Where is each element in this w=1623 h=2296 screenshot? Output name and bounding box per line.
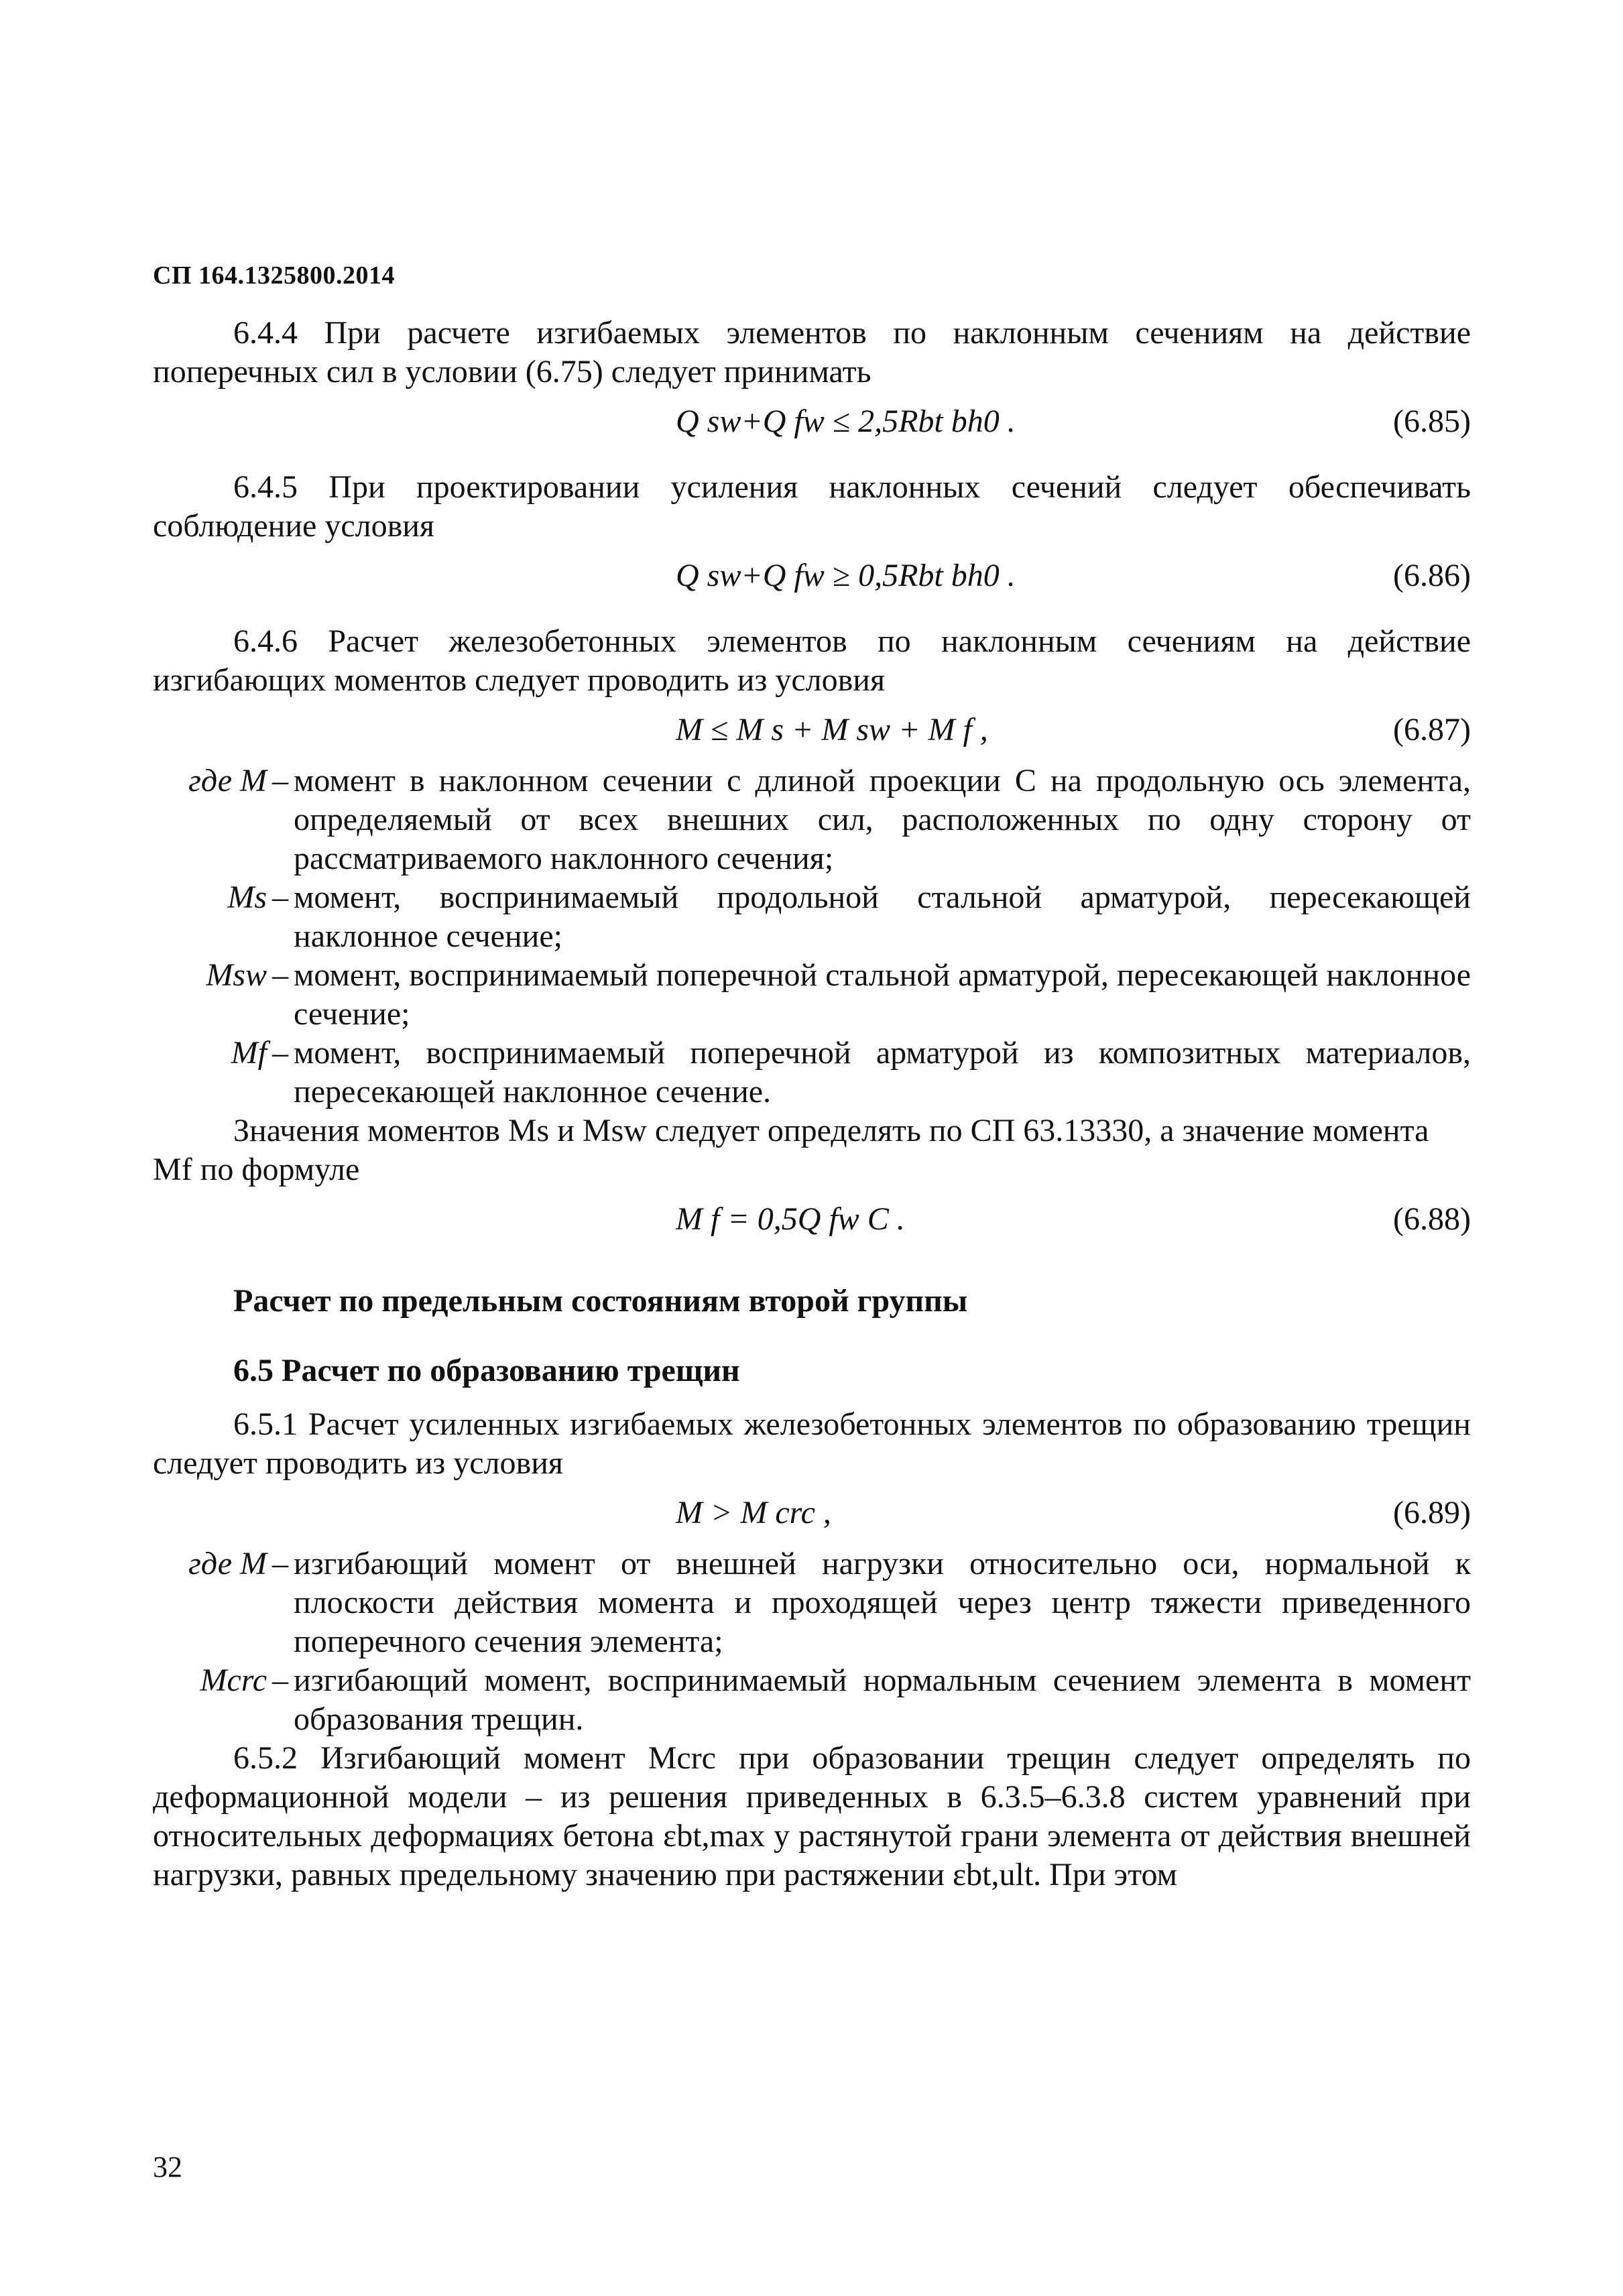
paragraph-6-4-5: 6.4.5 При проектировании усиления наклонных сечений следует обеспечивать соблюдение условия bbox=[153, 469, 1471, 544]
definition-text: изгибающий момент от внешней нагрузки относительно оси, нормальной к плоскости действия момента и проходящей через центр тяжести приведенного поперечного сечения элемента; bbox=[294, 1546, 1471, 1659]
equation-number: (6.85) bbox=[1393, 404, 1471, 439]
definition-item: где M – момент в наклонном сечении с длиной проекции C на продольную ось элемента, определяемый от всех внешних сил, расположенных по одну сторону от рассматриваемого наклонного сечения; bbox=[153, 762, 1471, 878]
equation-number: (6.89) bbox=[1393, 1495, 1471, 1530]
formula-6-88 bbox=[153, 1193, 1471, 1247]
definitions-list-2 bbox=[153, 1545, 1471, 1739]
definition-symbol: Ms bbox=[227, 880, 267, 915]
document-code: СП 164.1325800.2014 bbox=[153, 261, 395, 290]
definition-item: Mcrc – изгибающий момент, воспринимаемый нормальным сечением элемента в момент образования трещин. bbox=[153, 1661, 1471, 1739]
page-body bbox=[153, 314, 1471, 1894]
paragraph-6-5-2: 6.5.2 Изгибающий момент Mcrc при образовании трещин следует определять по деформационной модели – из решения приведенных в 6.3.5–6.3.8 систем уравнений при относительных деформациях бетона εbt,max у растянутой грани элемента от действия внешней нагрузки, равных предельному значению при растяжении εbt,ult. При этом bbox=[153, 1740, 1471, 1892]
page-number: 32 bbox=[153, 2151, 182, 2183]
paragraph-moment-values: Значения моментов Ms и Msw следует определять по СП 63.13330, а значение момента bbox=[233, 1113, 1429, 1148]
formula-expression: M f = 0,5Q fw C . bbox=[676, 1201, 905, 1237]
formula-expression: Q sw+Q fw ≥ 0,5Rbt bh0 . bbox=[676, 558, 1016, 593]
definition-item: где M – изгибающий момент от внешней нагрузки относительно оси, нормальной к плоскости действия момента и проходящей через центр тяжести приведенного поперечного сечения элемента; bbox=[153, 1545, 1471, 1661]
formula-6-87 bbox=[153, 704, 1471, 758]
paragraph-6-4-6: 6.4.6 Расчет железобетонных элементов по наклонным сечениям на действие изгибающих моментов следует проводить из условия bbox=[153, 623, 1471, 698]
definition-text: изгибающий момент, воспринимаемый нормальным сечением элемента в момент образования трещин. bbox=[294, 1663, 1471, 1737]
formula-expression: M > M crc , bbox=[676, 1495, 831, 1530]
formula-6-89 bbox=[153, 1487, 1471, 1540]
paragraph-moment-values-cont: Mf по формуле bbox=[153, 1152, 360, 1187]
equation-number: (6.86) bbox=[1393, 558, 1471, 593]
definitions-list-1 bbox=[153, 762, 1471, 1111]
paragraph-6-5-1: 6.5.1 Расчет усиленных изгибаемых железобетонных элементов по образованию трещин следует проводить из условия bbox=[153, 1406, 1471, 1481]
definition-text: момент, воспринимаемый продольной стальной арматурой, пересекающей наклонное сечение; bbox=[294, 880, 1471, 954]
definition-text: момент, воспринимаемый поперечной арматурой из композитных материалов, пересекающей наклонное сечение. bbox=[294, 1035, 1471, 1109]
definition-text: момент, воспринимаемый поперечной стальной арматурой, пересекающей наклонное сечение; bbox=[294, 957, 1471, 1032]
definition-symbol: Mcrc bbox=[200, 1663, 267, 1698]
definition-item: Msw – момент, воспринимаемый поперечной стальной арматурой, пересекающей наклонное сечение; bbox=[153, 956, 1471, 1034]
equation-number: (6.87) bbox=[1393, 712, 1471, 747]
definition-symbol: где M bbox=[188, 1546, 267, 1581]
definition-symbol: Msw bbox=[206, 957, 267, 993]
formula-expression: Q sw+Q fw ≤ 2,5Rbt bh0 . bbox=[676, 404, 1016, 439]
formula-expression: M ≤ M s + M sw + M f , bbox=[676, 712, 988, 747]
definition-item: Mf – момент, воспринимаемый поперечной арматурой из композитных материалов, пересекающей наклонное сечение. bbox=[153, 1034, 1471, 1111]
section-heading-6-5: 6.5 Расчет по образованию трещин bbox=[233, 1353, 740, 1388]
formula-6-85 bbox=[153, 396, 1471, 449]
definition-text: момент в наклонном сечении с длиной проекции C на продольную ось элемента, определяемый от всех внешних сил, расположенных по одну сторону от рассматриваемого наклонного сечения; bbox=[294, 763, 1471, 876]
definition-item: Ms – момент, воспринимаемый продольной стальной арматурой, пересекающей наклонное сечение; bbox=[153, 878, 1471, 956]
definition-symbol: где M bbox=[188, 763, 267, 798]
equation-number: (6.88) bbox=[1393, 1201, 1471, 1237]
definition-symbol: Mf bbox=[231, 1035, 267, 1071]
formula-6-86 bbox=[153, 550, 1471, 603]
section-heading-group2: Расчет по предельным состояниям второй группы bbox=[233, 1283, 968, 1319]
paragraph-6-4-4: 6.4.4 При расчете изгибаемых элементов по наклонным сечениям на действие поперечных сил в условии (6.75) следует принимать bbox=[153, 315, 1471, 389]
